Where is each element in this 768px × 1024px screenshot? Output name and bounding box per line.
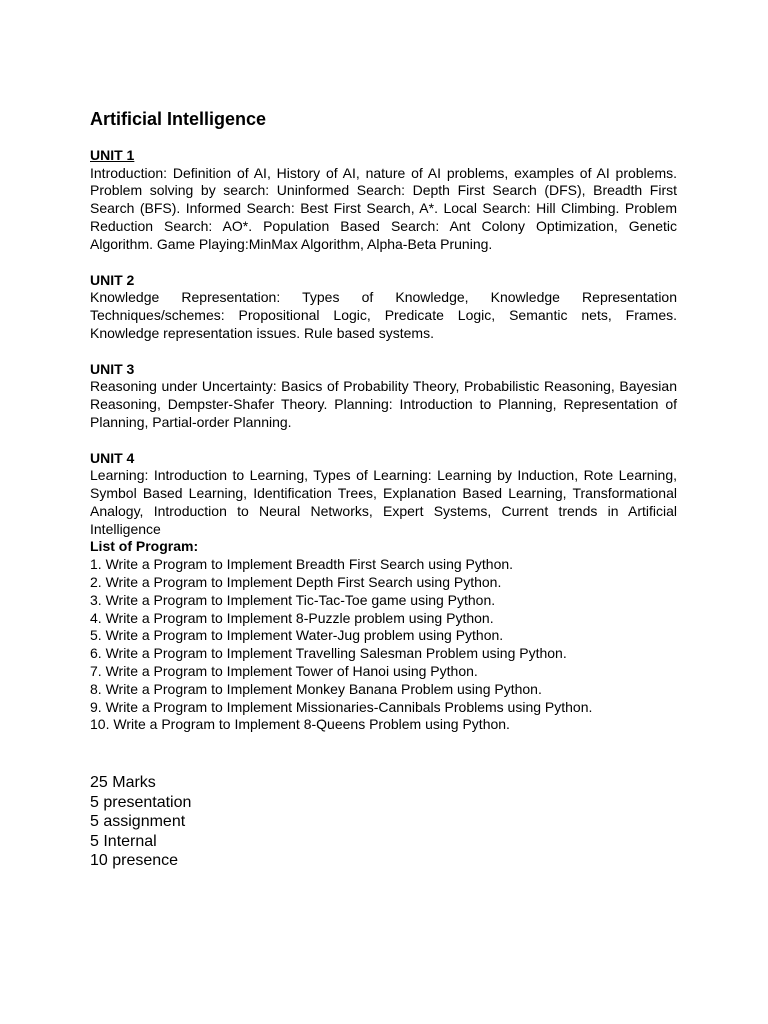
unit-3-body: Reasoning under Uncertainty: Basics of Probability Theory, Probabilistic Reasoning, Bayesian Reasoning, Dempster-Shafer Theory. Planning: Introduction to Planning, Representation of Planning, Partial-order Planning. <box>90 378 677 430</box>
program-item: 3. Write a Program to Implement Tic-Tac-Toe game using Python. <box>90 591 496 608</box>
unit-4-section <box>90 450 677 539</box>
unit-4-body: Learning: Introduction to Learning, Types of Learning: Learning by Induction, Rote Learning, Symbol Based Learning, Identification Trees, Explanation Based Learning, Transformational Analogy, Introduction to Neural Networks, Expert Systems, Current trends in Artificial Intelligence <box>90 467 677 537</box>
program-item: 4. Write a Program to Implement 8-Puzzle problem using Python. <box>90 609 494 626</box>
unit-1-body: Introduction: Definition of AI, History of AI, nature of AI problems, examples of AI problems. Problem solving by search: Uninformed Search: Depth First Search (DFS), Breadth First Search (BFS). Informed Search: Best First Search, A*. Local Search: Hill Climbing. Problem Reduction Search: AO*. Population Based Search: Ant Colony Optimization, Genetic Algorithm. Game Playing:MinMax Algorithm, Alpha-Beta Pruning. <box>90 164 677 252</box>
program-item: 6. Write a Program to Implement Travelling Salesman Problem using Python. <box>90 645 567 662</box>
marks-presentation: 5 presentation <box>90 793 192 811</box>
program-item: 8. Write a Program to Implement Monkey Banana Problem using Python. <box>90 680 542 697</box>
marks-internal: 5 Internal <box>90 832 157 850</box>
unit-3-heading: UNIT 3 <box>90 360 135 377</box>
program-item: 10. Write a Program to Implement 8-Queens Problem using Python. <box>90 716 510 733</box>
marks-presence: 10 presence <box>90 852 179 870</box>
unit-3-section <box>90 361 677 432</box>
unit-2-section <box>90 272 677 343</box>
unit-2-body: Knowledge Representation: Types of Knowledge, Knowledge Representation Techniques/schemes: Propositional Logic, Predicate Logic, Semantic nets, Frames. Knowledge representation issues. Rule based systems. <box>90 289 677 341</box>
marks-assignment: 5 assignment <box>90 813 186 831</box>
program-item: 1. Write a Program to Implement Breadth First Search using Python. <box>90 556 514 573</box>
marks-total: 25 Marks <box>90 774 156 792</box>
unit-1-heading: UNIT 1 <box>90 147 135 163</box>
marks-breakdown <box>90 773 677 871</box>
program-item: 7. Write a Program to Implement Tower of Hanoi using Python. <box>90 662 478 679</box>
program-list-heading: List of Program: <box>90 538 199 555</box>
program-item: 5. Write a Program to Implement Water-Jug problem using Python. <box>90 627 504 644</box>
unit-1-section <box>90 147 677 254</box>
unit-4-heading: UNIT 4 <box>90 449 135 466</box>
document-title: Artificial Intelligence <box>90 109 267 129</box>
program-list <box>90 556 677 734</box>
document-page <box>90 108 677 871</box>
program-item: 9. Write a Program to Implement Missionaries-Cannibals Problems using Python. <box>90 698 593 715</box>
unit-2-heading: UNIT 2 <box>90 271 135 288</box>
program-item: 2. Write a Program to Implement Depth First Search using Python. <box>90 573 502 590</box>
